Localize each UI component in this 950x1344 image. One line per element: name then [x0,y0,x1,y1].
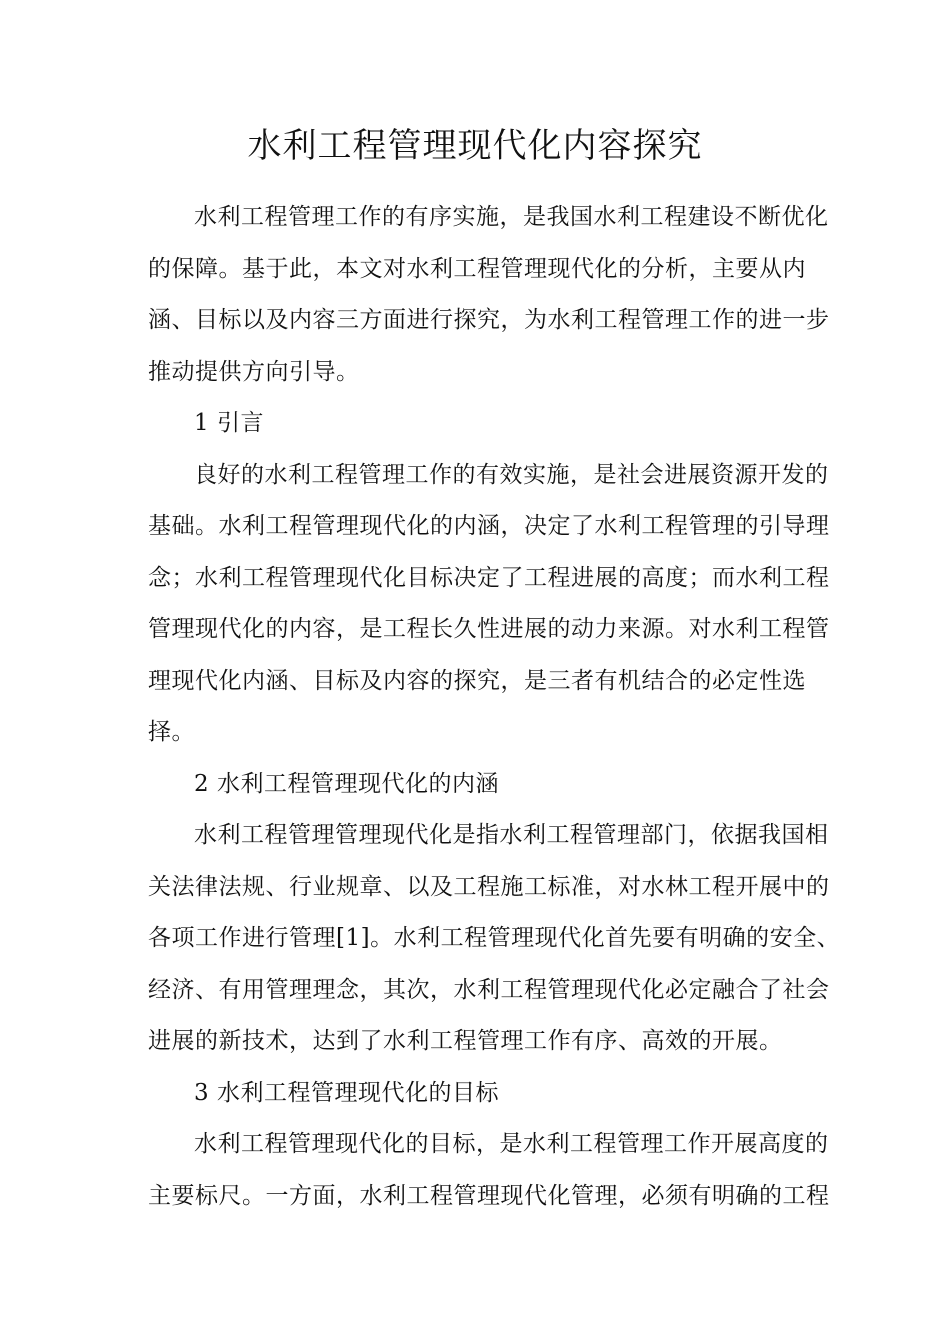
section-heading: 2 水利工程管理现代化的内涵 [194,770,499,797]
paragraph-line: 基础。水利工程管理现代化的内涵，决定了水利工程管理的引导理 [148,513,830,539]
paragraph-line: 水利工程管理现代化的目标，是水利工程管理工作开展高度的 [194,1131,829,1157]
paragraph-line: 念；水利工程管理现代化目标决定了工程进展的高度；而水利工程 [148,564,830,591]
document-body [148,192,841,1222]
paragraph-line: 涵、目标以及内容三方面进行探究，为水利工程管理工作的进一步 [148,307,830,333]
document-title: 水利工程管理现代化内容探究 [247,126,703,166]
paragraph-line: 水利工程管理管理现代化是指水利工程管理部门，依据我国相 [194,822,829,848]
paragraph-line: 管理现代化的内容，是工程长久性进展的动力来源。对水利工程管 [148,616,830,642]
paragraph-line: 理现代化内涵、目标及内容的探究，是三者有机结合的必定性选 [148,667,806,694]
paragraph-line: 关法律法规、行业规章、以及工程施工标准，对水林工程开展中的 [148,873,830,900]
paragraph-line: 经济、有用管理理念，其次，水利工程管理现代化必定融合了社会 [148,976,830,1003]
paragraph-line: 择。 [148,719,195,745]
paragraph-line: 主要标尺。一方面，水利工程管理现代化管理，必须有明确的工程 [148,1182,830,1209]
section-heading: 1 引言 [194,410,264,436]
section-heading: 3 水利工程管理现代化的目标 [194,1079,499,1106]
paragraph-line: 的保障。基于此，本文对水利工程管理现代化的分析，主要从内 [148,255,806,282]
paragraph-line: 进展的新技术，达到了水利工程管理工作有序、高效的开展。 [148,1028,783,1054]
paragraph-line: 良好的水利工程管理工作的有效实施，是社会进展资源开发的 [194,461,829,488]
paragraph-line: 各项工作进行管理[1]。水利工程管理现代化首先要有明确的安全、 [148,925,841,951]
paragraph-line: 推动提供方向引导。 [148,358,360,385]
paragraph-line: 水利工程管理工作的有序实施，是我国水利工程建设不断优化 [194,204,829,230]
